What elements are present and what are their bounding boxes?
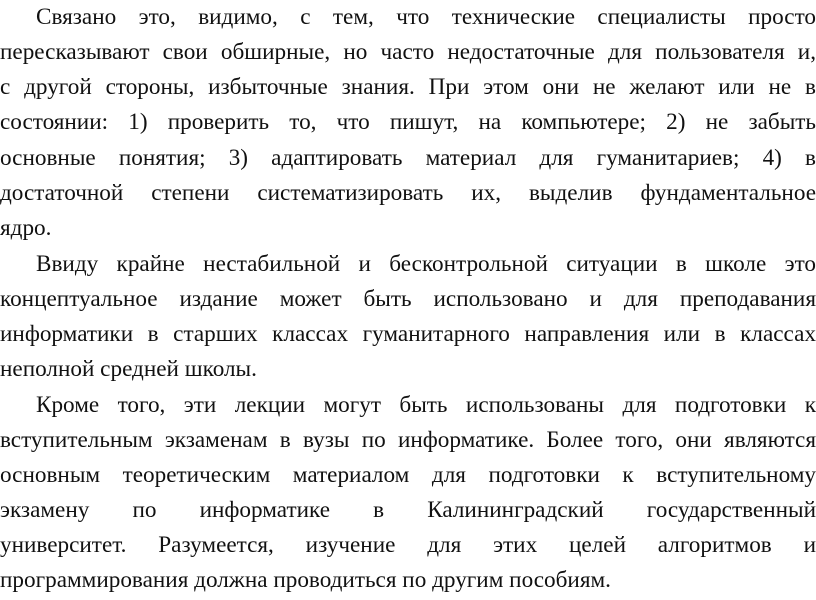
text-line: вступительным экзаменам в вузы по информатике. Более того, они являются — [0, 427, 816, 453]
text-line: с другой стороны, избыточные знания. При этом они не желают или не в — [0, 74, 816, 100]
text-line: состоянии: 1) проверить то, что пишут, на компьютере; 2) не забыть — [0, 109, 816, 135]
text-line: неполной средней школы. — [0, 356, 257, 382]
text-line: университет. Разумеется, изучение для этих целей алгоритмов и — [0, 532, 816, 558]
text-line: информатики в старших классах гуманитарного направления или в классах — [0, 321, 816, 347]
text-line: концептуальное издание может быть использовано и для преподавания — [0, 286, 816, 312]
text-line: Ввиду крайне нестабильной и бесконтрольной ситуации в школе это — [36, 251, 816, 277]
text-line: программирования должна проводиться по другим пособиям. — [0, 567, 611, 593]
text-line: Связано это, видимо, с тем, что технические специалисты просто — [36, 4, 816, 30]
text-line: пересказывают свои обширные, но часто недостаточные для пользователя и, — [0, 39, 816, 65]
text-line: основным теоретическим материалом для подготовки к вступительному — [0, 462, 816, 488]
text-line: основные понятия; 3) адаптировать материал для гуманитариев; 4) в — [0, 145, 816, 171]
text-line: достаточной степени систематизировать их, выделив фундаментальное — [0, 180, 816, 206]
text-line: экзамену по информатике в Калининградский государственный — [0, 497, 816, 523]
text-line: ядро. — [0, 215, 52, 241]
text-line: Кроме того, эти лекции могут быть использованы для подготовки к — [36, 392, 816, 418]
